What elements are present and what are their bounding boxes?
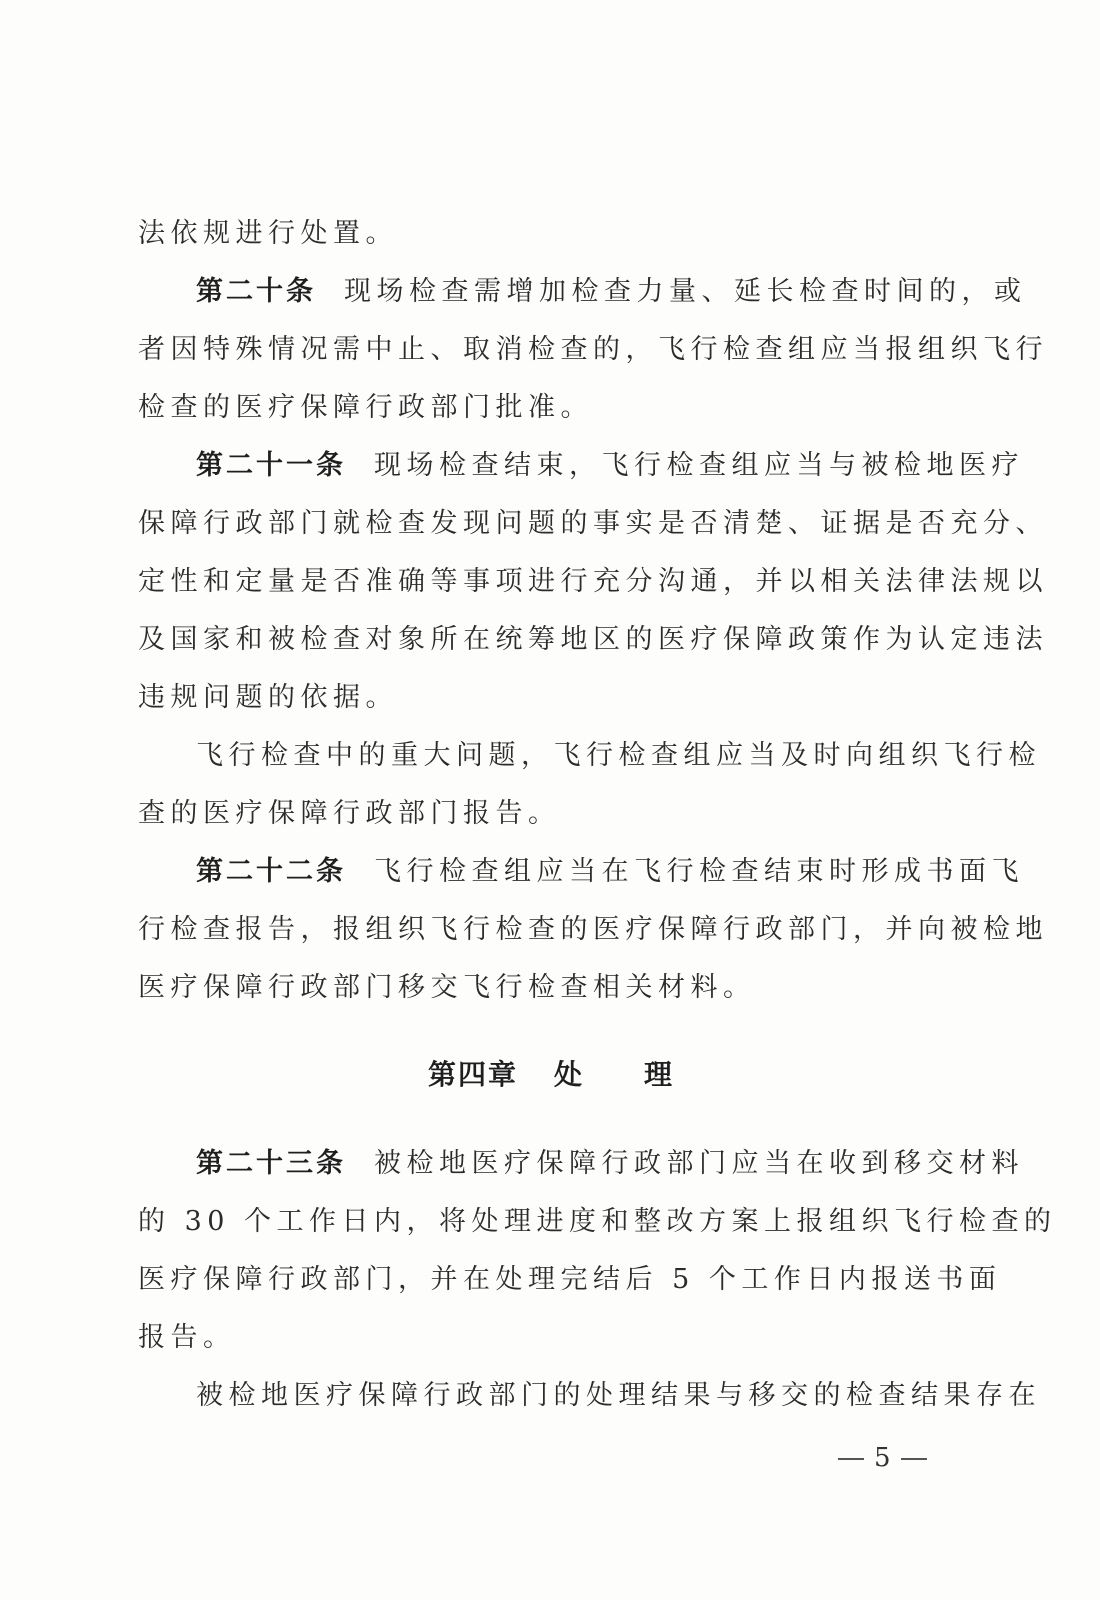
body-text-section-1 [138,205,1048,1017]
article-text: 现场检查结束，飞行检查组应当与被检地医疗 [374,450,1024,481]
article-text: 被检地医疗保障行政部门应当在收到移交材料 [374,1148,1024,1179]
chapter-title-char: 处 [553,1058,582,1091]
text-line: 行检查报告，报组织飞行检查的医疗保障行政部门，并向被检地 [138,914,1048,945]
text-line: 查的医疗保障行政部门报告。 [138,798,561,829]
text-line: 的 30 个工作日内，将处理进度和整改方案上报组织飞行检查的 [138,1206,1057,1237]
page-number [828,1438,937,1478]
text-line: 定性和定量是否准确等事项进行充分沟通，并以相关法律法规以 [138,566,1048,597]
chapter-heading [0,1046,1100,1104]
article-number: 第二十二条 [196,856,346,887]
article-paragraph-start [138,263,1027,321]
page-number-value: 5 [874,1443,891,1473]
article-number: 第二十条 [196,276,316,307]
article-paragraph-start [138,1135,1024,1193]
article-text: 飞行检查组应当在飞行检查结束时形成书面飞 [374,856,1024,887]
text-line: 医疗保障行政部门，并在处理完结后 5 个工作日内报送书面 [138,1264,1002,1295]
article-paragraph-start [138,437,1024,495]
text-line: 保障行政部门就检查发现问题的事实是否清楚、证据是否充分、 [138,508,1048,539]
chapter-title-char: 理 [644,1058,673,1091]
article-number: 第二十三条 [196,1148,346,1179]
paragraph-start: 飞行检查中的重大问题，飞行检查组应当及时向组织飞行检 [196,740,1041,771]
paragraph-start: 被检地医疗保障行政部门的处理结果与移交的检查结果存在 [196,1380,1041,1411]
dash-right [901,1458,927,1460]
chapter-number: 第四章 [427,1058,518,1091]
text-line: 报告。 [138,1322,236,1353]
article-text: 现场检查需增加检查力量、延长检查时间的，或 [344,276,1027,307]
text-line: 及国家和被检查对象所在统筹地区的医疗保障政策作为认定违法 [138,624,1048,655]
text-line: 违规问题的依据。 [138,682,398,713]
body-text-section-2 [138,1135,1057,1425]
dash-left [838,1458,864,1460]
text-line: 检查的医疗保障行政部门批准。 [138,392,593,423]
article-number: 第二十一条 [196,450,346,481]
text-line: 法依规进行处置。 [138,218,398,249]
article-paragraph-start [138,843,1024,901]
text-line: 者因特殊情况需中止、取消检查的，飞行检查组应当报组织飞行 [138,334,1048,365]
text-line: 医疗保障行政部门移交飞行检查相关材料。 [138,972,756,1003]
